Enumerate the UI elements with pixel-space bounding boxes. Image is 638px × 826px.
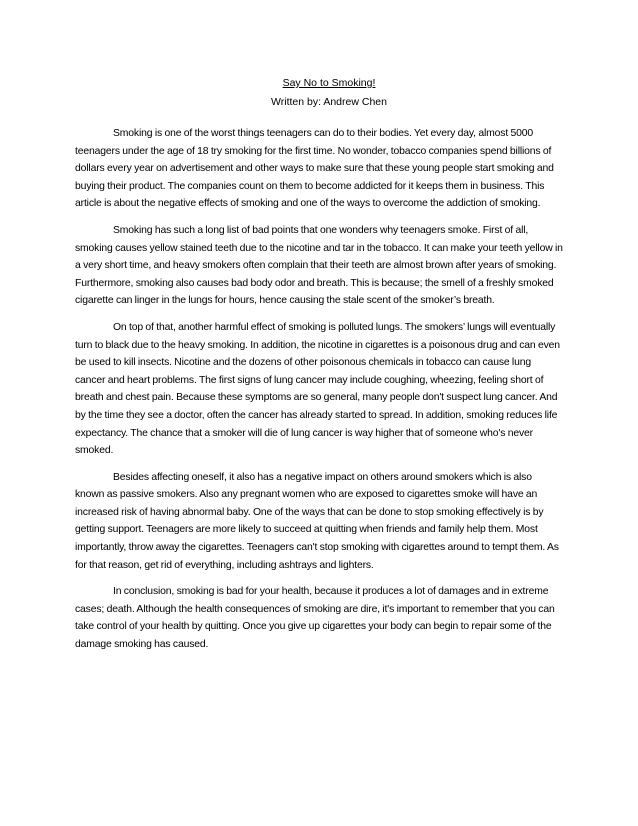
paragraph-introduction: Smoking is one of the worst things teenagers can do to their bodies. Yet every day, almost 5000 teenagers under the age of 18 try smoking for the first time. No wonder, tobacco companies spend billions of dollars every year on advertisement and other ways to make sure that these young people start smoking and buying their product. The companies count on them to become addicted for it keeps them in business. This article is about the negative effects of smoking and one of the ways to overcome the addiction of smoking. — [75, 128, 554, 210]
document-title: Say No to Smoking! — [282, 77, 376, 89]
paragraph-passive-smoking: Besides affecting oneself, it also has a negative impact on others around smokers which is also known as passive smokers. Also any pregnant women who are exposed to cigarettes smoke will have an increased risk of having abnormal baby. One of the ways that can be done to stop smoking effectively is by getting support. Teenagers are more likely to succeed at quitting when friends and family help them. Most importantly, throw away the cigarettes. Teenagers can't stop smoking with cigarettes around to tempt them. As for that reason, get rid of everything, including ashtrays and lighters. — [75, 471, 559, 571]
paragraph-lung-damage: On top of that, another harmful effect of smoking is polluted lungs. The smokers’ lungs will eventually turn to black due to the heavy smoking. In addition, the nicotine in cigarettes is a poisonous drug and can even be used to kill insects. Nicotine and the dozens of other poisonous chemicals in tobacco can cause lung cancer and heart problems. The first signs of lung cancer may include coughing, wheezing, feeling short of breath and chest pain. Because these symptoms are so general, many people don't suspect lung cancer. And by the time they see a doctor, often the cancer has already started to spread. In addition, smoking reduces life expectancy. The chance that a smoker will die of lung cancer is way higher that of someone who's never smoked. — [75, 321, 560, 457]
paragraph-conclusion: In conclusion, smoking is bad for your health, because it produces a lot of damages and in extreme cases; death. Although the health consequences of smoking are dire, it's important to remember that you can take control of your health by quitting. Once you give up cigarettes your body can begin to repair some of the damage smoking has caused. — [75, 586, 555, 651]
document-byline: Written by: Andrew Chen — [271, 96, 387, 108]
document-body — [75, 125, 563, 663]
paragraph-bad-points: Smoking has such a long list of bad points that one wonders why teenagers smoke. First of all, smoking causes yellow stained teeth due to the nicotine and tar in the tobacco. It can make your teeth yellow in a very short time, and heavy smokers often complain that their teeth are almost brown after years of smoking. Furthermore, smoking also causes bad body odor and breath. This is because; the smell of a freshly smoked cigarette can linger in the lungs for hours, hence causing the stale scent of the smoker’s breath. — [75, 224, 563, 307]
